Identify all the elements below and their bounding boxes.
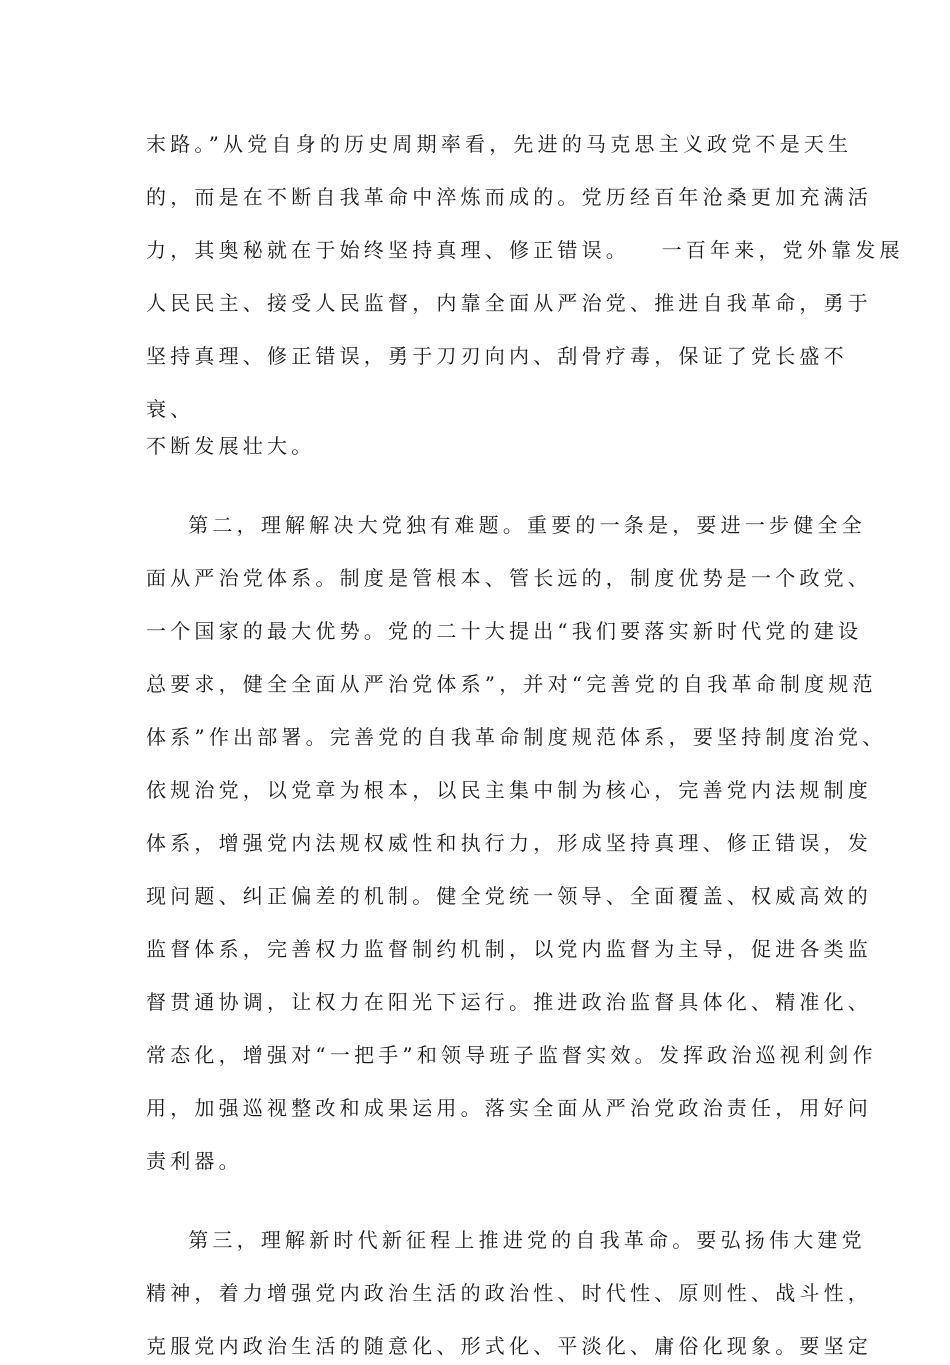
text-line: 末路。”从党自身的历史周期率看，先进的马克思主义政党不是天生: [146, 132, 853, 156]
text-line: 责利器。: [146, 1149, 243, 1173]
text-line: 体系”作出部署。完善党的自我革命制度规范体系，要坚持制度治党、: [146, 725, 887, 749]
text-line: 坚持真理、修正错误，勇于刀刃向内、刮骨疗毒，保证了党长盛不: [146, 344, 848, 368]
paragraph-gap: [146, 1196, 814, 1222]
text-line: 监督体系，完善权力监督制约机制，以党内监督为主导，促进各类监: [146, 937, 872, 961]
text-line: 用，加强巡视整改和成果运用。落实全面从严治党政治责任，用好问: [146, 1096, 872, 1120]
text-line: 克服党内政治生活的随意化、形式化、平淡化、庸俗化现象。要坚定: [146, 1334, 872, 1358]
paragraph-2: [146, 507, 887, 1180]
text-line: 总要求，健全全面从严治党体系”，并对“完善党的自我革命制度规范: [146, 672, 877, 696]
document-page: [146, 126, 904, 1365]
text-line: 人民民主、接受人民监督，内靠全面从严治党、推进自我革命，勇于: [146, 291, 872, 315]
text-line: 精神，着力增强党内政治生活的政治性、时代性、原则性、战斗性，: [146, 1281, 872, 1305]
text-line: 第三，理解新时代新征程上推进党的自我革命。要弘扬伟大建党: [146, 1228, 866, 1252]
paragraph-gap: [146, 481, 814, 507]
text-line: 现问题、纠正偏差的机制。健全党统一领导、全面覆盖、权威高效的: [146, 884, 872, 908]
text-line: 力，其奥秘就在于始终坚持真理、修正错误。 一百年来，党外靠发展: [146, 238, 904, 262]
text-line: 督贯通协调，让权力在阳光下运行。推进政治监督具体化、精准化、: [146, 990, 872, 1014]
text-line: 体系，增强党内法规权威性和执行力，形成坚持真理、修正错误，发: [146, 831, 872, 855]
text-line: 面从严治党体系。制度是管根本、管长远的，制度优势是一个政党、: [146, 566, 872, 590]
text-line: 依规治党，以党章为根本，以民主集中制为核心，完善党内法规制度: [146, 778, 872, 802]
text-line: 一个国家的最大优势。党的二十大提出“我们要落实新时代党的建设: [146, 619, 863, 643]
text-line: 的，而是在不断自我革命中淬炼而成的。党历经百年沧桑更加充满活: [146, 185, 872, 209]
text-line: 常态化，增强对“一把手”和领导班子监督实效。发挥政治巡视利剑作: [146, 1043, 877, 1067]
text-line: 第二，理解解决大党独有难题。重要的一条是，要进一步健全全: [146, 513, 866, 537]
text-line: 不断发展壮大。: [146, 434, 316, 458]
paragraph-1: [146, 126, 904, 465]
text-line: 衰、: [146, 397, 195, 421]
